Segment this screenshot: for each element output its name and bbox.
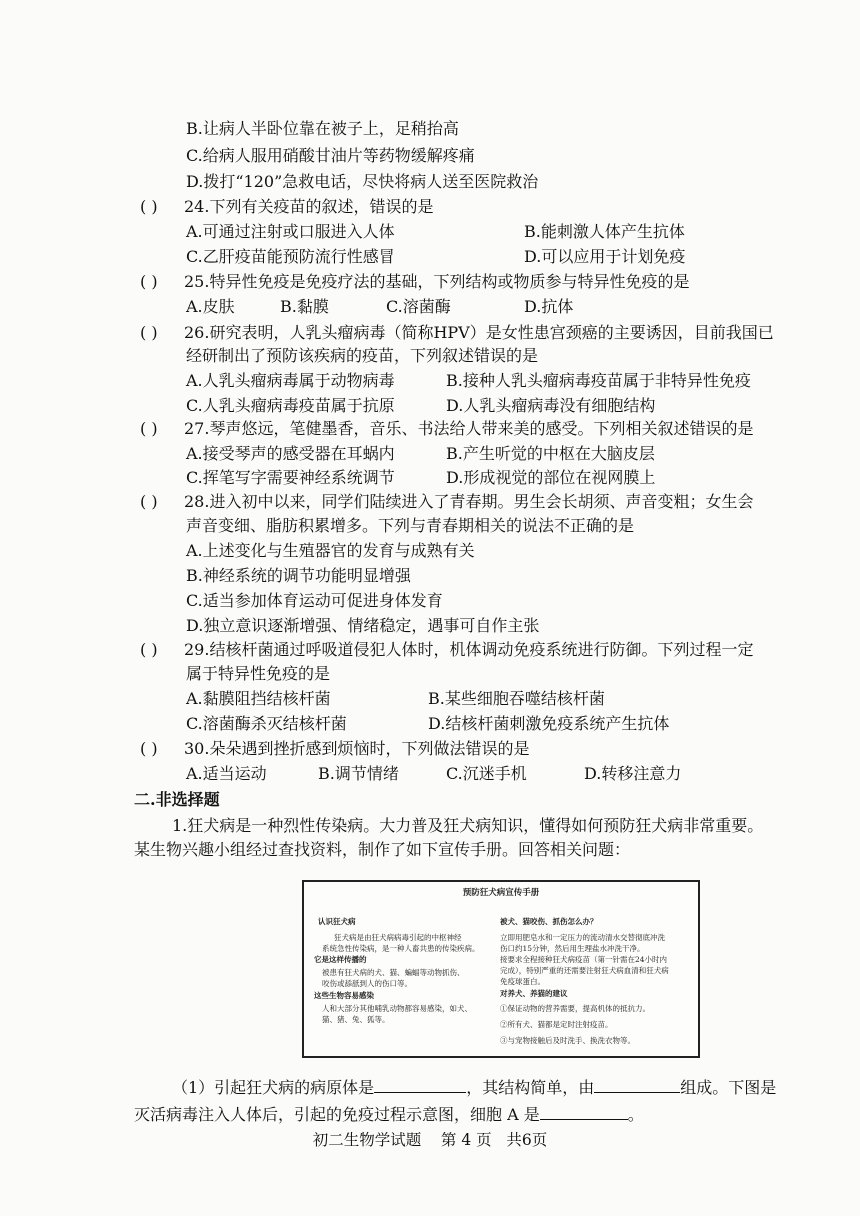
flyer-right-line: 伤口约15分钟，然后用生理盐水冲洗干净。 (500, 944, 645, 953)
q25-option-a: A.皮肤 (186, 297, 235, 316)
footer-title: 初二生物学试题 (312, 1131, 422, 1149)
answer-blank-structure[interactable] (594, 1074, 680, 1093)
answer-paren[interactable]: ( ) (140, 492, 158, 511)
q27-option-a: A.接受琴声的感受器在耳蜗内 (186, 444, 395, 463)
flyer-right-line: 被犬、猫咬伤、抓伤怎么办？ (500, 917, 598, 926)
flyer-left-line: 认识狂犬病 (318, 917, 356, 926)
flyer-left-line: 被患有狂犬病的犬、猫、蝙蝠等动物抓伤、 (322, 968, 465, 977)
sub1-text-part1: （1）引起狂犬病的病原体是 (172, 1078, 375, 1097)
q28-option-a: A.上述变化与生殖器官的发育与成熟有关 (186, 541, 475, 560)
footer-page-number: 第 4 页 (440, 1131, 492, 1149)
q28-option-b: B.神经系统的调节功能明显增强 (186, 566, 411, 585)
q25-option-c: C.溶菌酶 (386, 297, 451, 316)
flyer-right-line: ③与宠物接触后及时洗手、换洗衣物等。 (500, 1036, 635, 1045)
answer-blank-pathogen[interactable] (374, 1074, 466, 1093)
q25-option-b: B.黏膜 (280, 297, 329, 316)
q30-option-a: A.适当运动 (186, 764, 267, 783)
q29-option-c: C.溶菌酶杀灭结核杆菌 (186, 714, 347, 733)
q30-stem-line (140, 738, 529, 760)
q28-stem-1: 28.进入初中以来，同学们陆续进入了青春期。男生会长胡须、声音变粗；女生会 (184, 492, 754, 511)
q26-option-b: B.接种人乳头瘤病毒疫苗属于非特异性免疫 (446, 371, 751, 390)
answer-paren[interactable]: ( ) (140, 197, 158, 216)
flyer-right-line: 完成），特别严重的还需要注射狂犬病血清和狂犬病 (500, 966, 669, 975)
q26-option-c: C.人乳头瘤病毒疫苗属于抗原 (186, 396, 395, 415)
q26-option-d: D.人乳头瘤病毒没有细胞结构 (446, 396, 656, 415)
flyer-left-line: 咬伤或舔舐到人的伤口等。 (322, 979, 412, 988)
q26-stem-1: 26.研究表明，人乳头瘤病毒（简称HPV）是女性患宫颈癌的主要诱因，目前我国已 (184, 323, 774, 342)
q27-option-c: C.挥笔写字需要神经系统调节 (186, 468, 395, 487)
q28-option-d: D.独立意识逐渐增强、情绪稳定，遇事可自作主张 (186, 616, 540, 635)
q24-stem-line (140, 196, 433, 218)
q25-option-d: D.抗体 (524, 297, 574, 316)
footer-total-pages: 共6页 (506, 1131, 548, 1149)
sub1-text-part2: ，其结构简单，由 (466, 1078, 595, 1097)
answer-paren[interactable]: ( ) (140, 272, 158, 291)
flyer-left-line: 人和大部分其他哺乳动物都容易感染，如犬、 (322, 1004, 472, 1013)
answer-paren[interactable]: ( ) (140, 640, 158, 659)
sub-question-1-line-2 (134, 1101, 644, 1126)
q27-option-b: B.产生听觉的中枢在大脑皮层 (446, 444, 655, 463)
flyer-title: 预防狂犬病宣传手册 (462, 888, 540, 898)
q29-option-d: D.结核杆菌刺激免疫系统产生抗体 (428, 714, 670, 733)
answer-paren[interactable]: ( ) (140, 323, 158, 342)
q29-option-b: B.某些细胞吞噬结核杆菌 (428, 689, 605, 708)
flyer-left-line: 狂犬病是由狂犬病病毒引起的中枢神经 (334, 933, 462, 942)
flyer-right-line: 对养犬、养猫的建议 (500, 989, 568, 998)
q23-option-d: D.拨打“120”急救电话，尽快将病人送至医院救治 (186, 172, 539, 191)
q28-stem-2: 声音变细、脂肪积累增多。下列与青春期相关的说法不正确的是 (186, 516, 635, 535)
q27-stem-line (140, 418, 753, 440)
q23-option-c: C.给病人服用硝酸甘油片等药物缓解疼痛 (186, 146, 475, 165)
flyer-right-line: 免疫球蛋白。 (500, 977, 545, 986)
q24-stem: 24.下列有关疫苗的叙述，错误的是 (184, 197, 434, 216)
q29-option-a: A.黏膜阻挡结核杆菌 (186, 689, 331, 708)
question-1-text-2: 某生物兴趣小组经过查找资料，制作了如下宣传手册。回答相关问题： (134, 840, 631, 859)
flyer-right-line: ②所有犬、猫都是定时注射疫苗。 (500, 1020, 613, 1029)
flyer-right-line: ①保证动物的营养需要，提高机体的抵抗力。 (500, 1004, 650, 1013)
q27-stem: 27.琴声悠远，笔健墨香，音乐、书法给人带来美的感受。下列相关叙述错误的是 (184, 419, 754, 438)
answer-paren[interactable]: ( ) (140, 739, 158, 758)
q24-option-d: D.可以应用于计划免疫 (524, 247, 686, 266)
q29-stem-line (140, 639, 753, 661)
page-footer (0, 1128, 860, 1150)
q25-stem: 25.特异性免疫是免疫疗法的基础，下列结构或物质参与特异性免疫的是 (184, 272, 690, 291)
q27-option-d: D.形成视觉的部位在视网膜上 (446, 468, 656, 487)
sub-question-1-line-1 (172, 1074, 776, 1099)
q26-stem-2: 经研制出了预防该疾病的疫苗，下列叙述错误的是 (186, 346, 539, 365)
rabies-flyer (302, 880, 700, 1058)
q26-stem-line (140, 322, 774, 344)
q28-stem-line (140, 491, 753, 513)
q24-option-b: B.能刺激人体产生抗体 (524, 222, 685, 241)
flyer-left-line: 这些生物容易感染 (314, 991, 374, 1000)
section-heading: 二.非选择题 (134, 790, 220, 809)
flyer-right-line: 接要求全程接种狂犬病疫苗（第一针需在24小时内 (500, 955, 668, 964)
q30-option-d: D.转移注意力 (584, 764, 682, 783)
sub1-text-part3: 组成。下图是 (680, 1078, 777, 1097)
q29-stem-2: 属于特异性免疫的是 (186, 664, 331, 683)
question-1-text-1: 1.狂犬病是一种烈性传染病。大力普及狂犬病知识，懂得如何预防狂犬病非常重要。 (172, 816, 764, 835)
answer-paren[interactable]: ( ) (140, 419, 158, 438)
q24-option-a: A.可通过注射或口服进入人体 (186, 222, 395, 241)
flyer-left-line: 它是这样传播的 (314, 955, 367, 964)
q24-option-c: C.乙肝疫苗能预防流行性感冒 (186, 247, 395, 266)
q26-option-a: A.人乳头瘤病毒属于动物病毒 (186, 371, 395, 390)
sub1-text-line2b: 。 (627, 1105, 644, 1124)
q30-option-b: B.调节情绪 (318, 764, 399, 783)
q29-stem-1: 29.结核杆菌通过呼吸道侵犯人体时，机体调动免疫系统进行防御。下列过程一定 (184, 640, 754, 659)
answer-blank-cell-a[interactable] (540, 1101, 628, 1120)
q30-option-c: C.沉迷手机 (446, 764, 527, 783)
flyer-left-line: 猫、猪、兔、狐等。 (322, 1015, 390, 1024)
q28-option-c: C.适当参加体育运动可促进身体发育 (186, 591, 443, 610)
flyer-right-line: 立即用肥皂水和一定压力的流动清水交替彻底冲洗 (500, 933, 665, 942)
flyer-left-line: 系统急性传染病，是一种人畜共患的传染疾病。 (322, 944, 480, 953)
sub1-text-line2a: 灭活病毒注入人体后，引起的免疫过程示意图，细胞 A 是 (134, 1105, 540, 1124)
q25-stem-line (140, 271, 689, 293)
q30-stem: 30.朵朵遇到挫折感到烦恼时，下列做法错误的是 (184, 739, 530, 758)
q23-option-b: B.让病人半卧位靠在被子上，足稍抬高 (186, 119, 459, 138)
